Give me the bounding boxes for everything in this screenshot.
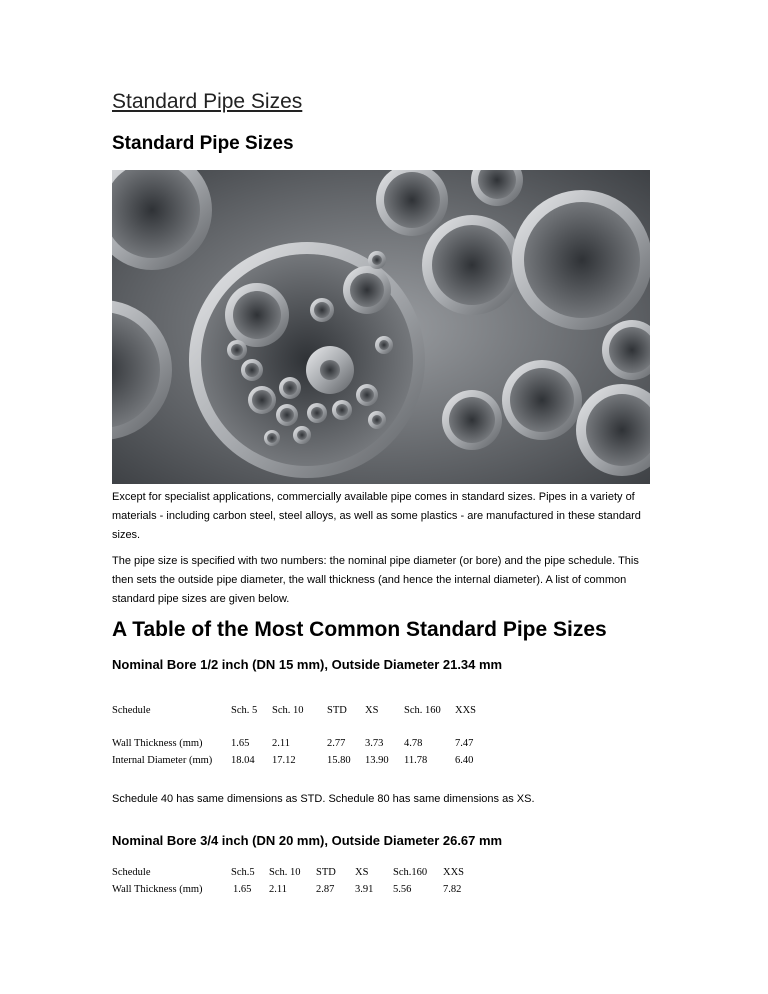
table1-cell: 15.80: [327, 755, 351, 766]
spec-paragraph: The pipe size is specified with two numbers: the nominal pipe diameter (or bore) and the pipe schedule. This then sets the outside pipe diameter, the wall thickness (and hence the internal diameter). A list of common standard pipe sizes are given below.: [112, 555, 639, 605]
table2-header-cell: STD: [316, 867, 336, 878]
table1-cell: 18.04: [231, 755, 255, 766]
table2-cell: 1.65: [233, 884, 252, 895]
table2-header-cell: Schedule: [112, 867, 151, 878]
table1-heading: Nominal Bore 1/2 inch (DN 15 mm), Outside Diameter 21.34 mm: [112, 657, 503, 672]
table1-cell: 13.90: [365, 755, 389, 766]
table1-cell: 4.78: [404, 738, 423, 749]
table2-cell: 2.11: [269, 884, 287, 895]
table-heading: A Table of the Most Common Standard Pipe Sizes: [112, 618, 607, 641]
table1-cell: 1.65: [231, 738, 250, 749]
pipes-illustration: [112, 170, 650, 484]
table1-note: Schedule 40 has same dimensions as STD. Schedule 80 has same dimensions as XS.: [112, 793, 535, 805]
table1-header-cell: XS: [365, 705, 379, 716]
table1-cell: Wall Thickness (mm): [112, 738, 203, 749]
table1-header-cell: Sch. 5: [231, 705, 258, 716]
table1-header-cell: Schedule: [112, 705, 151, 716]
table1-cell: 3.73: [365, 738, 384, 749]
table2-cell: 2.87: [316, 884, 335, 895]
table1-cell: 17.12: [272, 755, 296, 766]
table1-header-cell: STD: [327, 705, 347, 716]
table2-cell: 3.91: [355, 884, 374, 895]
table1-cell: 2.11: [272, 738, 290, 749]
table1-cell: 11.78: [404, 755, 428, 766]
table2-header-cell: Sch. 10: [269, 867, 301, 878]
table2-header-cell: XS: [355, 867, 369, 878]
table2-cell: Wall Thickness (mm): [112, 884, 203, 895]
intro-paragraph: Except for specialist applications, commercially available pipe comes in standard sizes. Pipes in a variety of materials - including carbon steel, steel alloys, as well as some plastics - are manufactured in these standard sizes.: [112, 491, 641, 541]
table1-cell: 6.40: [455, 755, 474, 766]
table1-cell: Internal Diameter (mm): [112, 755, 213, 766]
page-title-link[interactable]: Standard Pipe Sizes: [112, 90, 303, 113]
table1-header-cell: Sch. 160: [404, 705, 441, 716]
table2-heading: Nominal Bore 3/4 inch (DN 20 mm), Outside Diameter 26.67 mm: [112, 833, 503, 848]
table2-cell: 7.82: [443, 884, 462, 895]
table2-header-cell: XXS: [443, 867, 465, 878]
table1-header-cell: Sch. 10: [272, 705, 304, 716]
table1-cell: 7.47: [455, 738, 474, 749]
table2-cell: 5.56: [393, 884, 412, 895]
pipes-photo: [112, 170, 650, 484]
table2-header-cell: Sch.160: [393, 867, 428, 878]
section-heading: Standard Pipe Sizes: [112, 133, 294, 154]
table2-header-cell: Sch.5: [231, 867, 255, 878]
table1-header-cell: XXS: [455, 705, 477, 716]
table1-cell: 2.77: [327, 738, 346, 749]
